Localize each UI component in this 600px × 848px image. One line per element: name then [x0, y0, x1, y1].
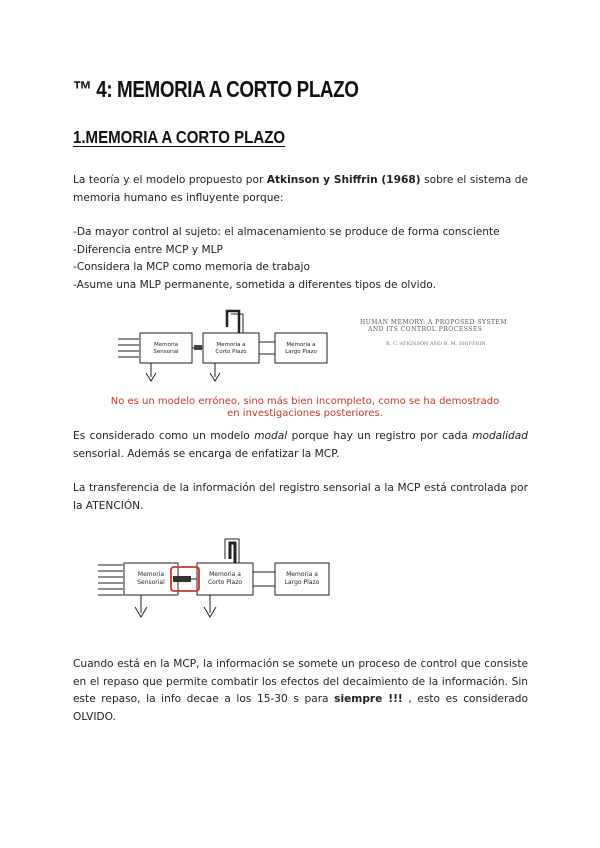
transfer-paragraph: La transferencia de la información del registro sensorial a la MCP está controlada por la ATENCIÓN.	[73, 482, 528, 512]
list-item: -Considera la MCP como memoria de trabajo	[73, 261, 310, 273]
box1-line1: Memoria	[153, 342, 179, 348]
svg-text:Corto Plazo: Corto Plazo	[207, 579, 243, 586]
svg-text:Largo Plazo: Largo Plazo	[284, 579, 320, 586]
caption: No es un modelo erróneo, sino más bien incompleto, como se ha demostrado en investigaciones posteriores.	[110, 396, 500, 419]
short-term-memory-box	[203, 333, 259, 363]
box3-line1: Memoria a	[286, 342, 316, 348]
authors: Atkinson y Shiffrin (1968)	[266, 174, 421, 186]
paper-title-scan: HUMAN MEMORY: A PROPOSED SYSTEM AND ITS CONTROL PROCESSES R. C. ATKINSON AND R. M. SHIFFRIN	[360, 319, 508, 347]
list-item: -Diferencia entre MCP y MLP	[73, 243, 223, 256]
svg-text:Memoria a: Memoria a	[286, 571, 318, 578]
intro-paragraph: La teoría y el modelo propuesto por Atkinson y Shiffrin (1968) sobre el sistema de memoria humano es influyente porque:	[73, 174, 528, 204]
list-item: -Da mayor control al sujeto: el almacenamiento se produce de forma consciente	[73, 226, 500, 238]
box2-line2: Corto Plazo	[215, 349, 247, 355]
memory-model-diagram-2	[95, 535, 345, 627]
list-item: -Asume una MLP permanente, sometida a diferentes tipos de olvido.	[73, 278, 436, 291]
memory-model-diagram-1	[115, 305, 330, 390]
long-term-memory-box	[275, 333, 327, 363]
svg-text:Sensorial: Sensorial	[137, 579, 165, 586]
page-title: ™ 4: MEMORIA A CORTO PLAZO	[73, 76, 359, 102]
modal-paragraph: Es considerado como un modelo modal porque hay un registro por cada modalidad sensorial. Además se encarga de enfatizar la MCP.	[73, 430, 528, 460]
box2-line1: Memoria a	[216, 342, 246, 348]
sensory-memory-box	[140, 333, 192, 363]
box3-line2: Largo Plazo	[285, 349, 317, 355]
svg-text:Memoria: Memoria	[137, 571, 165, 578]
svg-text:Memoria a: Memoria a	[209, 571, 241, 578]
box1-line2: Sensorial	[153, 349, 179, 355]
reasons-list	[73, 224, 500, 294]
control-paragraph: Cuando está en la MCP, la información se somete un proceso de control que consiste en el repaso que permite combatir los efectos del decaimiento de la información. Sin este repaso, la info decae a los 15-30 s para siempre !!! , esto es considerado OLVIDO.	[73, 658, 529, 723]
section-title: 1.MEMORIA A CORTO PLAZO	[73, 127, 286, 147]
